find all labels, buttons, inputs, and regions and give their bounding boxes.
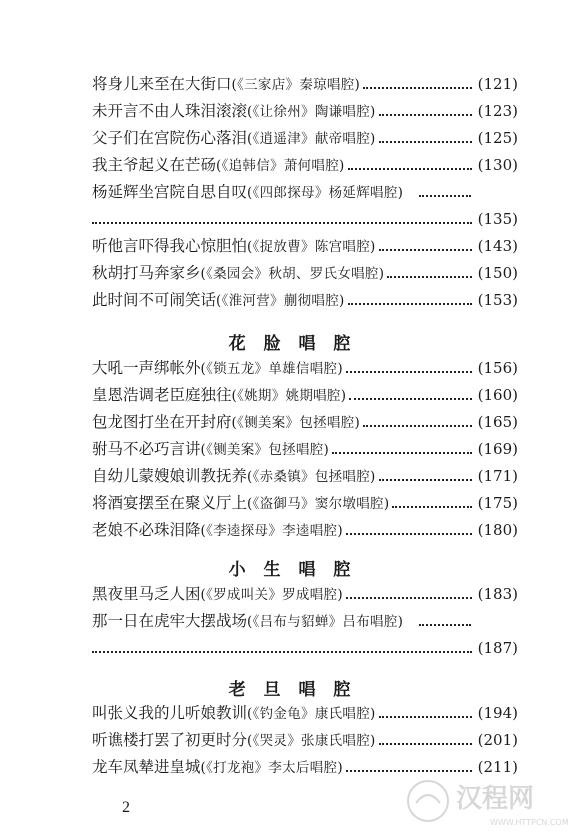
- entry-source: (《赤桑镇》包拯唱腔): [247, 469, 376, 485]
- dot-leader: [349, 397, 471, 400]
- toc-entry[interactable]: [92, 99, 518, 123]
- toc-entry[interactable]: [92, 464, 518, 488]
- entry-source: (《铡美案》包拯唱腔): [200, 442, 330, 458]
- entry-source: (《李逵探母》李逵唱腔): [200, 523, 343, 539]
- entry-page: (143): [477, 237, 518, 255]
- entry-title: 皇恩浩调老臣庭独往: [92, 386, 232, 404]
- entry-source: (《逍遥津》献帝唱腔): [247, 131, 376, 147]
- toc-entry[interactable]: [92, 518, 518, 542]
- entry-source: (《桑园会》秋胡、罗氏女唱腔): [200, 266, 385, 282]
- entry-page: (121): [477, 75, 518, 93]
- entry-page: (211): [477, 758, 518, 776]
- entry-title: 叫张义我的儿听娘教训: [92, 704, 248, 722]
- dot-leader: [348, 302, 472, 305]
- entry-page: (201): [477, 731, 518, 749]
- entry-page: (169): [477, 440, 518, 458]
- entry-page: (194): [477, 704, 518, 722]
- toc-entry[interactable]: [92, 72, 518, 96]
- toc-entry-continuation[interactable]: [92, 636, 518, 660]
- toc-entry[interactable]: [92, 153, 518, 177]
- entry-source: (《锁五龙》单雄信唱腔): [200, 361, 343, 377]
- toc-entry[interactable]: [92, 701, 518, 725]
- entry-title: 听谯楼打罢了初更时分: [92, 731, 248, 749]
- toc-entry[interactable]: [92, 180, 518, 204]
- entry-title: 未开言不由人珠泪滚滚: [92, 102, 248, 120]
- toc-entry[interactable]: [92, 288, 518, 312]
- entry-source: (《追韩信》萧何唱腔): [216, 158, 345, 174]
- entry-source: (《打龙袍》李太后唱腔): [200, 760, 343, 776]
- watermark-url: WWW.HTTPCN.COM: [490, 818, 569, 827]
- entry-source: (《哭灵》张康氏唱腔): [247, 733, 376, 749]
- entry-page: (183): [477, 585, 518, 603]
- entry-source: (《淮河营》蒯彻唱腔): [216, 293, 345, 309]
- toc-entry[interactable]: [92, 728, 518, 752]
- entry-source: (《三家店》秦琼唱腔): [231, 77, 361, 93]
- entry-title: 自幼儿蒙嫂娘训教抚养: [92, 467, 248, 485]
- toc-entry[interactable]: [92, 437, 518, 461]
- dot-leader: [419, 623, 471, 626]
- dot-leader: [379, 478, 472, 481]
- entry-title: 杨延辉坐宫院自思自叹: [92, 183, 248, 201]
- watermark-svg: [400, 773, 580, 829]
- dot-leader: [379, 140, 472, 143]
- entry-title: 此时间不可闹笑话: [92, 291, 217, 309]
- entry-title: 我主爷起义在芒砀: [92, 156, 217, 174]
- entry-title: 父子们在宫院伤心落泪: [92, 129, 248, 147]
- section-heading: 花 脸 唱 腔: [228, 334, 357, 354]
- entry-page: (125): [477, 129, 518, 147]
- entry-title: 老娘不必珠泪降: [92, 521, 201, 539]
- dot-leader: [379, 113, 472, 116]
- toc-entry-continuation[interactable]: [92, 207, 518, 231]
- dot-leader: [92, 221, 472, 224]
- entry-title: 那一日在虎牢大摆战场: [92, 612, 248, 630]
- entry-page: (123): [477, 102, 518, 120]
- entry-title: 龙车凤辇进皇城: [92, 758, 201, 776]
- entry-page: (153): [477, 291, 518, 309]
- watermark-circle-icon: [408, 781, 448, 821]
- toc-entry[interactable]: [92, 609, 518, 633]
- entry-source: (《姚期》姚期唱腔): [231, 388, 347, 404]
- entry-page: (130): [477, 156, 518, 174]
- entry-title: 将酒宴摆至在聚义厅上: [92, 494, 248, 512]
- entry-source: (《盗御马》窦尔墩唱腔): [247, 496, 390, 512]
- dot-leader: [332, 451, 472, 454]
- page-number: 2: [122, 799, 130, 816]
- toc-entry[interactable]: [92, 234, 518, 258]
- dot-leader: [92, 650, 472, 653]
- section-heading: 老 旦 唱 腔: [228, 680, 357, 700]
- entry-page: (165): [477, 413, 518, 431]
- entry-title: 听他言吓得我心惊胆怕: [92, 237, 248, 255]
- dot-leader: [379, 248, 472, 251]
- watermark-logo: [400, 773, 580, 829]
- entry-page: (160): [477, 386, 518, 404]
- dot-leader: [346, 769, 472, 772]
- entry-source: (《让徐州》陶谦唱腔): [247, 104, 376, 120]
- entry-page: (180): [477, 521, 518, 539]
- dot-leader: [419, 194, 471, 197]
- entry-page: (171): [477, 467, 518, 485]
- entry-page: (135): [477, 210, 518, 228]
- entry-source: (《吕布与貂蝉》吕布唱腔): [247, 614, 404, 630]
- watermark-swirl-icon: [416, 795, 440, 803]
- toc-entry[interactable]: [92, 582, 518, 606]
- watermark-brand: 汉程网: [456, 784, 535, 814]
- toc-entry[interactable]: [92, 410, 518, 434]
- entry-source: (《罗成叫关》罗成唱腔): [200, 587, 343, 603]
- entry-title: 驸马不必巧言讲: [92, 440, 201, 458]
- dot-leader: [346, 532, 472, 535]
- entry-page: (156): [477, 359, 518, 377]
- entry-title: 秋胡打马奔家乡: [92, 264, 201, 282]
- entry-page: (150): [477, 264, 518, 282]
- entry-title: 大吼一声绑帐外: [92, 359, 201, 377]
- entry-title: 将身儿来至在大街口: [92, 75, 232, 93]
- toc-entry[interactable]: [92, 126, 518, 150]
- entry-source: (《铡美案》包拯唱腔): [231, 415, 361, 431]
- toc-entry[interactable]: [92, 383, 518, 407]
- dot-leader: [363, 424, 472, 427]
- section-heading: 小 生 唱 腔: [228, 560, 357, 580]
- entry-source: (《钓金龟》康氏唱腔): [247, 706, 376, 722]
- toc-entry[interactable]: [92, 491, 518, 515]
- dot-leader: [346, 596, 472, 599]
- dot-leader: [363, 86, 472, 89]
- dot-leader: [392, 505, 471, 508]
- dot-leader: [379, 715, 472, 718]
- dot-leader: [348, 167, 472, 170]
- entry-page: (187): [477, 639, 518, 657]
- dot-leader: [346, 370, 472, 373]
- dot-leader: [379, 742, 472, 745]
- entry-source: (《捉放曹》陈宫唱腔): [247, 239, 376, 255]
- entry-title: 黑夜里马乏人困: [92, 585, 201, 603]
- entry-page: (175): [477, 494, 518, 512]
- entry-title: 包龙图打坐在开封府: [92, 413, 232, 431]
- toc-entry[interactable]: [92, 356, 518, 380]
- dot-leader: [387, 275, 471, 278]
- toc-entry[interactable]: [92, 261, 518, 285]
- entry-source: (《四郎探母》杨延辉唱腔): [247, 185, 404, 201]
